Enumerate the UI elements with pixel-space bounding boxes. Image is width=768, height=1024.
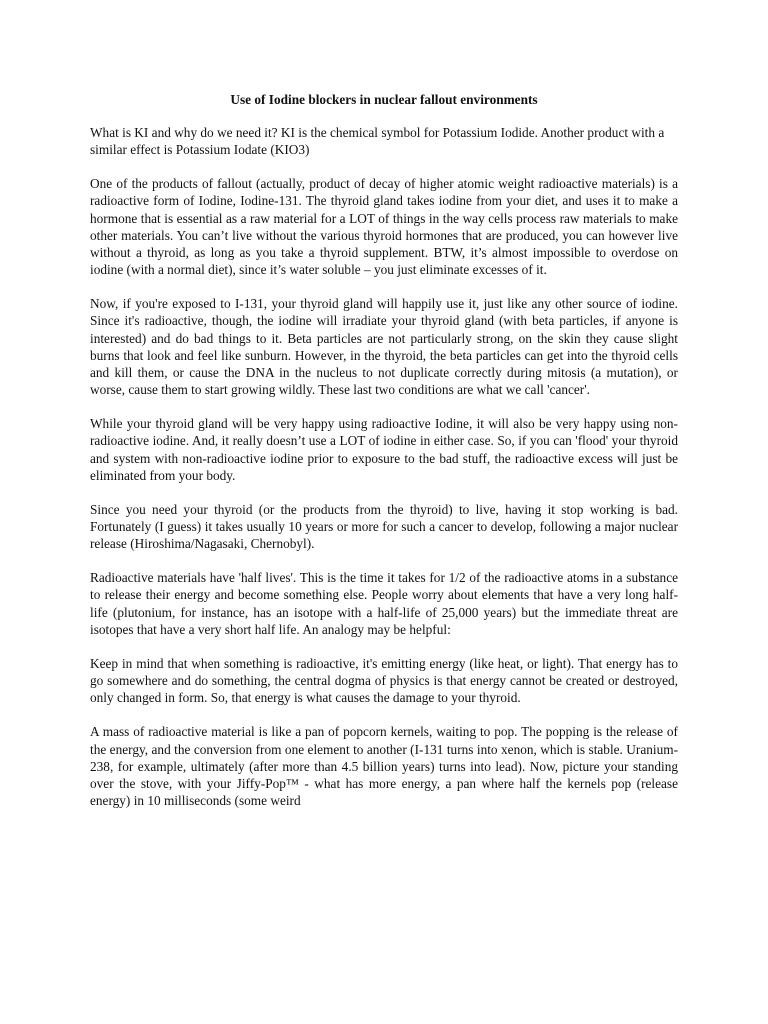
paragraph-energy: Keep in mind that when something is radioactive, it's emitting energy (like heat, or light). That energy has to go somewhere and do something, the central dogma of physics is that energy cannot be created or destroyed, only changed in form. So, that energy is what causes the damage to your thyroid. <box>90 655 678 706</box>
paragraph-half-lives: Radioactive materials have 'half lives'. This is the time it takes for 1/2 of the radioactive atoms in a substance to release their energy and become something else. People worry about elements that have a very long half-life (plutonium, for instance, has an isotope with a half-life of 25,000 years) but the immediate threat are isotopes that have a very short half life. An analogy may be helpful: <box>90 570 678 637</box>
paragraph-i131-exposure: Now, if you're exposed to I-131, your thyroid gland will happily use it, just like any other source of iodine. Since it's radioactive, though, the iodine will irradiate your thyroid gland (with beta particles, if anyone is interested) and do bad things to it. Beta particles are not particularly strong, on the skin they cause slight burns that look and feel like sunburn. However, in the thyroid, the beta particles can get into the thyroid cells and kill them, or cause the DNA in the nucleus to not duplicate correctly during mitosis (a mutation), or worse, cause them to start growing wildly. These last two conditions are what we call 'cancer'. <box>90 296 678 398</box>
document-body <box>90 91 678 826</box>
document-title: Use of Iodine blockers in nuclear fallout environments <box>230 92 538 107</box>
paragraph-flood-thyroid: While your thyroid gland will be very happy using radioactive Iodine, it will also be very happy using non-radioactive iodine. And, it really doesn’t use a LOT of iodine in either case. So, if you can 'flood' your thyroid and system with non-radioactive iodine prior to exposure to the bad stuff, the radioactive excess will just be eliminated from your body. <box>90 416 678 483</box>
paragraph-need-thyroid: Since you need your thyroid (or the products from the thyroid) to live, having it stop working is bad. Fortunately (I guess) it takes usually 10 years or more for such a cancer to develop, following a major nuclear release (Hiroshima/Nagasaki, Chernobyl). <box>90 501 678 552</box>
paragraph-fallout-iodine: One of the products of fallout (actually, product of decay of higher atomic weight radioactive materials) is a radioactive form of Iodine, Iodine-131. The thyroid gland takes iodine from your diet, and uses it to make a hormone that is essential as a raw material for a LOT of things in the way cells process raw materials to make other materials. You can’t live without the various thyroid hormones that are produced, you can however live without a thyroid, as long as you take a thyroid supplement. BTW, it’s almost impossible to overdose on iodine (with a normal diet), since it’s water soluble – you just eliminate excesses of it. <box>90 176 678 278</box>
paragraph-popcorn-analogy: A mass of radioactive material is like a pan of popcorn kernels, waiting to pop. The popping is the release of the energy, and the conversion from one element to another (I-131 turns into xenon, which is stable. Uranium-238, for example, ultimately (after more than 4.5 billion years) turns into lead). Now, picture your standing over the stove, with your Jiffy-Pop™ - what has more energy, a pan where half the kernels pop (release energy) in 10 milliseconds (some weird <box>90 724 678 808</box>
paragraph-ki-intro: What is KI and why do we need it? KI is the chemical symbol for Potassium Iodide. Another product with a similar effect is Potassium Iodate (KIO3) <box>90 125 665 158</box>
